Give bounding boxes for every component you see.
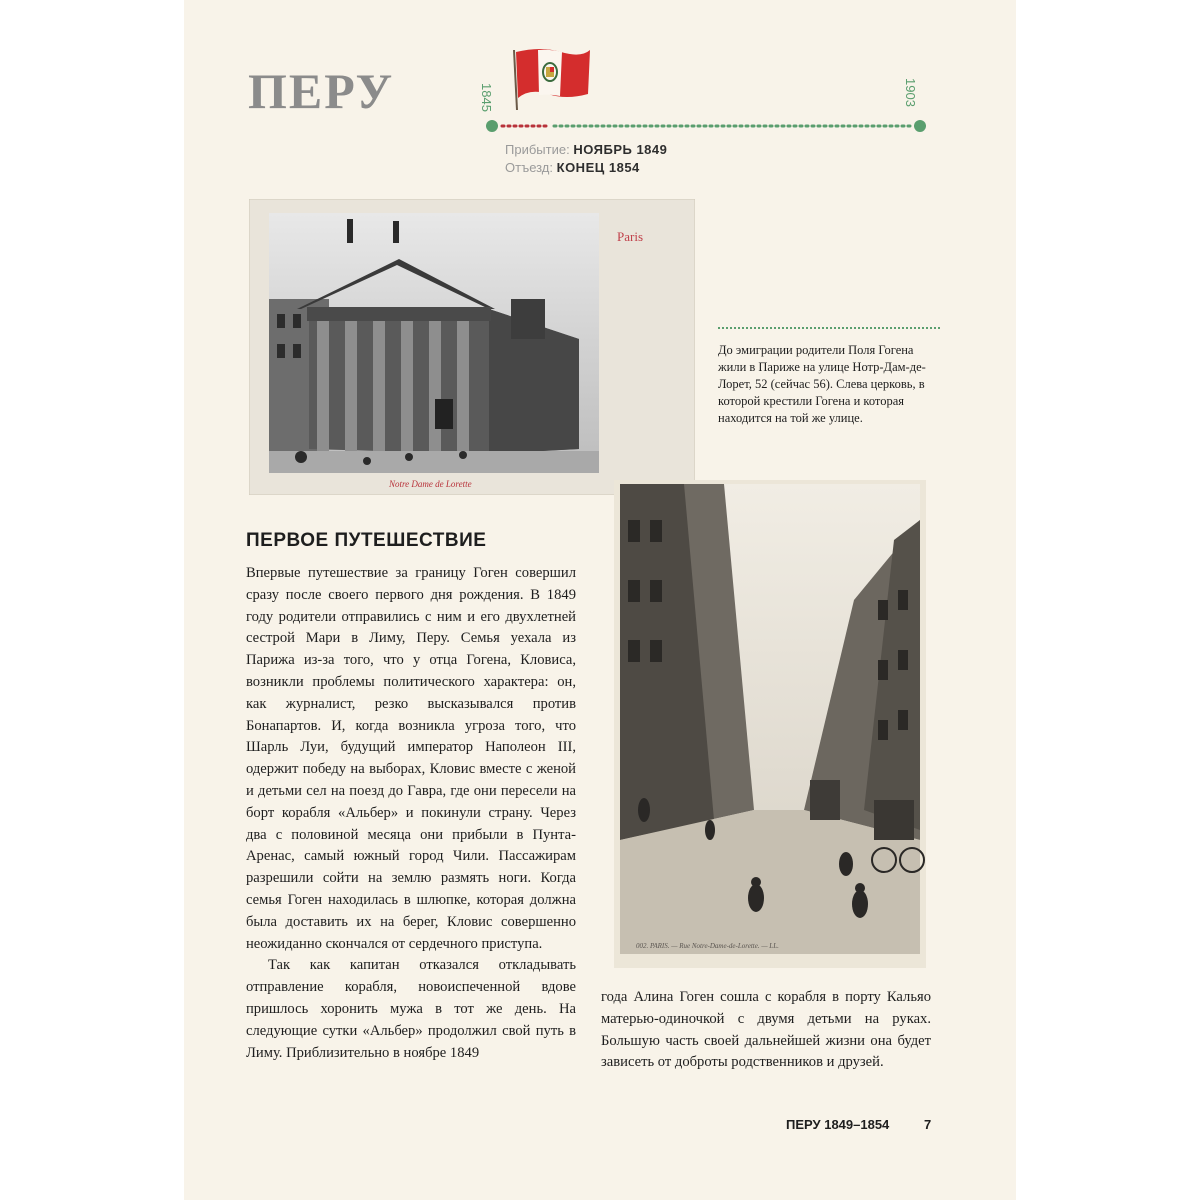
street-postcard-image (614, 480, 926, 968)
page-title: ПЕРУ (248, 63, 395, 119)
running-footer: ПЕРУ 1849–1854 (786, 1117, 890, 1132)
body-column-left (246, 563, 576, 1064)
caption-divider (718, 327, 940, 329)
body-column-right (601, 987, 931, 1074)
church-card-label: Paris (617, 229, 643, 244)
departure-value: КОНЕЦ 1854 (556, 160, 640, 175)
arrival-departure-info (505, 141, 667, 177)
page-number: 7 (924, 1117, 932, 1132)
timeline-start-year: 1845 (478, 83, 494, 112)
street-card-caption: 002. PARIS. — Rue Notre-Dame-de-Lorette. — LL. (636, 942, 779, 950)
timeline-end-year: 1903 (902, 78, 918, 107)
departure-label: Отъезд: (505, 160, 554, 175)
paragraph-3: года Алина Гоген сошла с корабля в порту Кальяо матерью-одиночкой с двумя детьми на руках. Большую часть своей дальнейшей жизни она будет зависеть от доброты родственников и друзей. (601, 989, 931, 1071)
arrival-value: НОЯБРЬ 1849 (573, 142, 668, 157)
timeline-line (480, 40, 940, 150)
photo-caption: До эмиграции родители Поля Гогена жили в Париже на улице Нотр-Дам-де-Лорет, 52 (сейчас 56). Слева церковь, в которой крестили Гогена и которая находится на той же улице. (718, 343, 926, 425)
paragraph-2: Так как капитан отказался откладывать отправление корабля, новоиспеченной вдове пришлось хоронить мужа в тот же день. На следующие сутки «Альбер» продолжил свой путь в Лиму. Приблизительно в ноябре 1849 (246, 957, 576, 1061)
church-postcard-image (249, 199, 695, 495)
section-heading: ПЕРВОЕ ПУТЕШЕСТВИЕ (246, 530, 487, 551)
arrival-label: Прибытие: (505, 142, 570, 157)
paragraph-1: Впервые путешествие за границу Гоген совершил сразу после своего первого дня рождения. В 1849 году родители отправились с ним и его двухлетней сестрой Мари в Лиму, Перу. Семья уехала из Парижа из-за того, что у отца Гогена, Кловиса, возникли проблемы политического характера: он, как журналист, резко высказывался против Бонапартов. И, когда возникла угроза того, что Шарль Луи, будущий император Наполеон III, одержит победу на выборах, Кловис вместе с женой и детьми сел на поезд до Гавра, где они пересели на борт корабля «Альбер» и покинули страну. Через два с половиной месяца они прибыли в Пунта-Аренас, самый южный город Чили. Пассажирам разрешили сойти на землю размять ноги. Когда семья Гоген находилась в шлюпке, которая должна была доставить их на берег, Кловис совершенно неожиданно скончался от сердечного приступа. (246, 565, 576, 952)
church-card-caption: Notre Dame de Lorette (389, 479, 472, 489)
timeline (480, 40, 940, 150)
